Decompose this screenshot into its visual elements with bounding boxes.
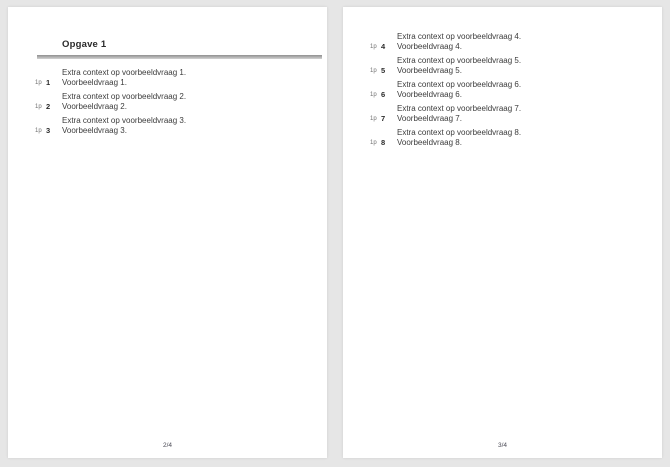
points-label: 1p (370, 115, 377, 122)
question-text: Voorbeeldvraag 7. (397, 113, 462, 123)
question-text: Voorbeeldvraag 6. (397, 89, 462, 99)
points-label: 1p (370, 139, 377, 146)
question-number: 7 (381, 113, 386, 123)
question-number: 5 (381, 65, 386, 75)
question-item (343, 32, 662, 51)
page-number-footer: 2/4 (162, 442, 173, 449)
question-text: Voorbeeldvraag 3. (62, 125, 127, 135)
question-number: 8 (381, 137, 386, 147)
question-context: Extra context op voorbeeldvraag 2. (62, 92, 187, 101)
question-line (370, 113, 662, 124)
question-item (343, 104, 662, 123)
question-text: Voorbeeldvraag 1. (62, 77, 127, 87)
question-text: Voorbeeldvraag 8. (397, 137, 462, 147)
question-context: Extra context op voorbeeldvraag 1. (62, 68, 187, 77)
question-line (370, 89, 662, 100)
points-label: 1p (370, 43, 377, 50)
question-context: Extra context op voorbeeldvraag 4. (397, 32, 522, 41)
question-context: Extra context op voorbeeldvraag 8. (397, 128, 522, 137)
question-context: Extra context op voorbeeldvraag 5. (397, 56, 522, 65)
question-text: Voorbeeldvraag 4. (397, 41, 462, 51)
question-item (8, 116, 327, 135)
question-item (343, 56, 662, 75)
question-line (370, 41, 662, 52)
points-label: 1p (370, 67, 377, 74)
points-label: 1p (370, 91, 377, 98)
question-line (35, 77, 327, 88)
points-label: 1p (35, 127, 42, 134)
question-text: Voorbeeldvraag 2. (62, 101, 127, 111)
question-number: 3 (46, 125, 51, 135)
question-item (8, 92, 327, 111)
exercise-heading: Opgave 1 (62, 39, 107, 50)
question-line (370, 137, 662, 148)
question-number: 1 (46, 77, 51, 87)
question-number: 4 (381, 41, 386, 51)
question-item (343, 80, 662, 99)
question-number: 2 (46, 101, 51, 111)
question-context: Extra context op voorbeeldvraag 6. (397, 80, 522, 89)
question-text: Voorbeeldvraag 5. (397, 65, 462, 75)
document-page-right (343, 7, 662, 458)
points-label: 1p (35, 79, 42, 86)
question-item (343, 128, 662, 147)
points-label: 1p (35, 103, 42, 110)
question-line (35, 101, 327, 112)
question-list (343, 7, 662, 147)
question-list (8, 68, 327, 135)
document-page-left (8, 7, 327, 458)
question-item (8, 68, 327, 87)
question-context: Extra context op voorbeeldvraag 7. (397, 104, 522, 113)
question-line (370, 65, 662, 76)
question-line (35, 125, 327, 136)
heading-rule (37, 55, 322, 59)
page-number-footer: 3/4 (497, 442, 508, 449)
question-context: Extra context op voorbeeldvraag 3. (62, 116, 187, 125)
question-number: 6 (381, 89, 386, 99)
